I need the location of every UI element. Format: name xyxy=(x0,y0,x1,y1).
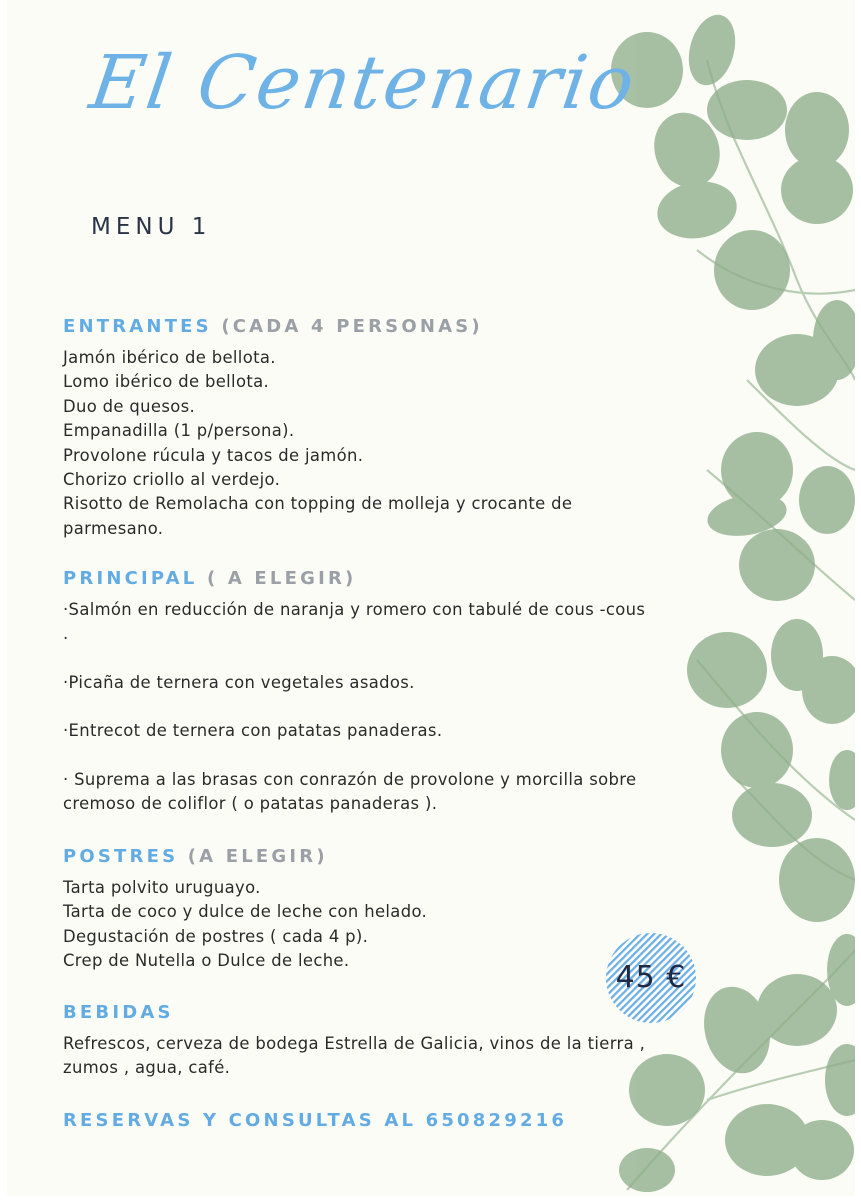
section-heading xyxy=(63,568,653,589)
list-item: Tarta polvito uruguayo. xyxy=(63,878,261,897)
menu-page xyxy=(7,0,855,1196)
section-postres xyxy=(63,846,653,974)
item-list xyxy=(63,346,653,541)
heading-main: ENTRANTES xyxy=(63,316,212,337)
reservation-contact: RESERVAS Y CONSULTAS AL 650829216 xyxy=(63,1110,568,1131)
section-bebidas xyxy=(63,1002,653,1081)
heading-main: BEBIDAS xyxy=(63,1002,174,1023)
item-list xyxy=(63,598,653,816)
list-item: Degustación de postres ( cada 4 p). xyxy=(63,926,369,946)
heading-main: POSTRES xyxy=(63,846,179,867)
section-heading xyxy=(63,1002,653,1023)
restaurant-title: El Centenario xyxy=(84,40,642,126)
item-list xyxy=(63,876,653,974)
section-heading xyxy=(63,846,653,867)
list-item: Risotto de Remolacha con topping de molleja y crocante de parmesano. xyxy=(63,494,578,538)
list-item: Refrescos, cerveza de bodega Estrella de Galicia, vinos de la tierra , zumos , agua, café. xyxy=(63,1034,651,1078)
section-entrantes xyxy=(63,316,653,541)
list-item: ·Salmón en reducción de naranja y romero con tabulé de cous -cous . xyxy=(63,600,651,644)
list-item: Lomo ibérico de bellota. xyxy=(63,372,270,392)
list-item: · Suprema a las brasas con conrazón de provolone y morcilla sobre cremoso de coliflor ( o patatas panaderas ). xyxy=(63,769,642,814)
list-item: Chorizo criollo al verdejo. xyxy=(63,470,281,490)
price-label: 45 € xyxy=(615,960,687,995)
price-badge xyxy=(605,932,697,1024)
list-item: ·Entrecot de ternera con patatas panaderas. xyxy=(63,721,443,741)
menu-label: MENU 1 xyxy=(91,214,212,240)
list-item: ·Picaña de ternera con vegetales asados. xyxy=(63,672,415,692)
list-item: Jamón ibérico de bellota. xyxy=(63,348,276,367)
list-item: Empanadilla (1 p/persona). xyxy=(63,421,295,441)
list-item: Duo de quesos. xyxy=(63,396,196,416)
list-item: Crep de Nutella o Dulce de leche. xyxy=(63,951,350,971)
item-list xyxy=(63,1032,653,1081)
heading-main: PRINCIPAL xyxy=(63,568,198,589)
heading-sub: (A ELEGIR) xyxy=(187,846,328,867)
heading-sub: ( A ELEGIR) xyxy=(206,568,357,589)
section-principal xyxy=(63,568,653,816)
section-heading xyxy=(63,316,653,337)
list-item: Provolone rúcula y tacos de jamón. xyxy=(63,445,364,465)
list-item: Tarta de coco y dulce de leche con helado. xyxy=(63,902,428,922)
heading-sub: (CADA 4 PERSONAS) xyxy=(221,316,483,337)
